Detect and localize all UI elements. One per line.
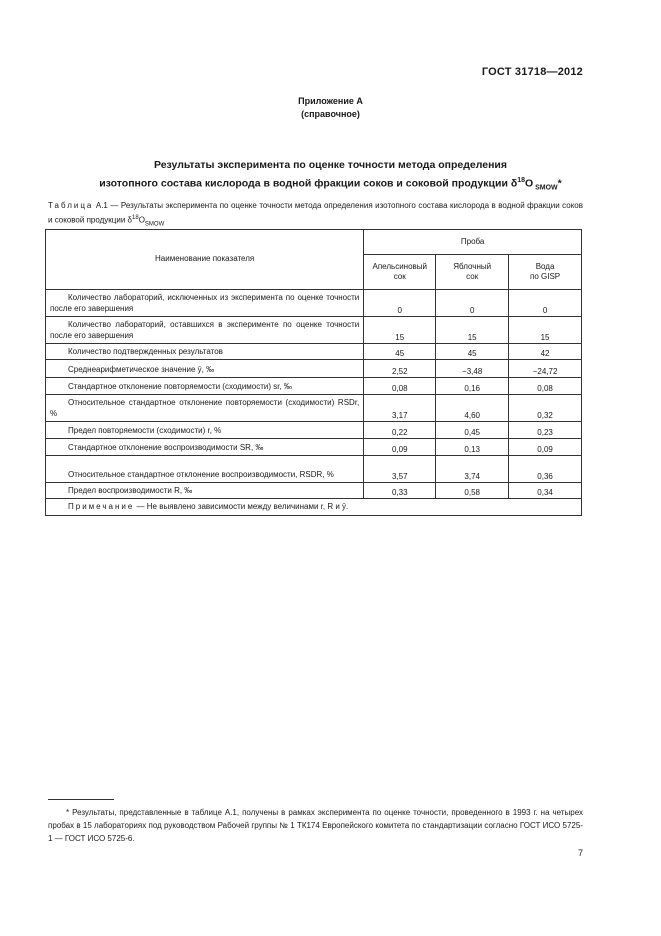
section-title-line1: Результаты эксперимента по оценке точности метода определения [153,159,508,171]
table-row [46,483,582,499]
cell-value: 45 [364,344,436,360]
cell-value: 0 [364,290,436,317]
row-label: Стандартное отклонение воспроизводимости SR, ‰ [46,439,364,456]
cell-value: 45 [436,344,509,360]
cell-value: 0,09 [509,439,582,456]
cell-value: 0,08 [509,378,582,395]
appendix-subtitle: (справочное) [301,109,360,119]
cell-value: 0,45 [436,422,509,439]
row-label: Относительное стандартное отклонение воспроизводимости, RSDR, % [46,456,364,483]
cell-value: 0 [436,290,509,317]
cell-value: 0,36 [509,456,582,483]
section-title-line2: изотопного состава кислорода в водной фракции соков и соковой продукции $\delta^{18}O$ $_{SMOW}$* [99,177,562,192]
row-label: Количество лабораторий, оставшихся в эксперименте по оценке точности после его завершения [46,317,364,344]
sample-header-apple: Яблочный сок [436,255,509,290]
table-caption: Таблица А.1 — Результаты эксперимента по оценке точности метода определения изотопного состава кислорода в водной фракции соков и соковой продукции $\delta^{18}O_{SMOW}$ [48,201,583,228]
footnote: * Результаты, представленные в таблице А.1, получены в рамках эксперимента по оценке точности, проведенного в 1993 г. на четырех пробах в 15 лабораториях под руководством Рабочей группы № 1 ТК174 Европейского комитета по стандартизации согласно ГОСТ ИСО 5725-1 — ГОСТ ИСО 5725-6. [48,808,583,843]
sample-header-water: Вода по GISP [509,255,582,290]
table-row [46,378,582,395]
cell-value: 15 [364,317,436,344]
cell-value: 3,74 [436,456,509,483]
cell-value: 0,34 [509,483,582,499]
cell-value: 0,13 [436,439,509,456]
table-row [46,317,582,344]
cell-value: 0,23 [509,422,582,439]
row-label: Предел воспроизводимости R, ‰ [46,483,364,499]
page-number: 7 [577,848,583,858]
cell-value: 0,58 [436,483,509,499]
table-row [46,439,582,456]
column-header-indicator: Наименование показателя [46,230,364,290]
cell-value: 3,17 [364,395,436,422]
table-row [46,344,582,360]
cell-value: 0,08 [364,378,436,395]
table-row [46,395,582,422]
row-label: Количество подтвержденных результатов [46,344,364,360]
table-row [46,422,582,439]
column-header-sample: Проба [364,230,582,255]
cell-value: −3,48 [436,360,509,378]
table-note-row [46,499,582,516]
cell-value: 0,16 [436,378,509,395]
cell-value: 0,32 [509,395,582,422]
table-row [46,456,582,483]
cell-value: 4,60 [436,395,509,422]
row-label: Количество лабораторий, исключенных из эксперимента по оценке точности после его завершения [46,290,364,317]
row-label: Среднеарифметическое значение ȳ, ‰ [46,360,364,378]
row-label: Стандартное отклонение повторяемости (сходимости) sr, ‰ [46,378,364,395]
table-row [46,360,582,378]
cell-value: 15 [436,317,509,344]
row-label: Предел повторяемости (сходимости) r, % [46,422,364,439]
document-code: ГОСТ 31718—2012 [481,66,583,78]
results-table [45,229,582,516]
footnote-divider [48,799,114,800]
sample-header-orange: Апельсиновый сок [364,255,436,290]
cell-value: −24,72 [509,360,582,378]
cell-value: 0 [509,290,582,317]
row-label: Относительное стандартное отклонение повторяемости (сходимости) RSDr, % [46,395,364,422]
cell-value: 42 [509,344,582,360]
table-note: Примечание — Не выявлено зависимости между величинами r, R и ȳ. [46,499,582,516]
cell-value: 0,22 [364,422,436,439]
cell-value: 0,33 [364,483,436,499]
appendix-title: Приложение А [298,96,363,106]
cell-value: 2,52 [364,360,436,378]
table-row [46,290,582,317]
cell-value: 0,09 [364,439,436,456]
cell-value: 3,57 [364,456,436,483]
cell-value: 15 [509,317,582,344]
